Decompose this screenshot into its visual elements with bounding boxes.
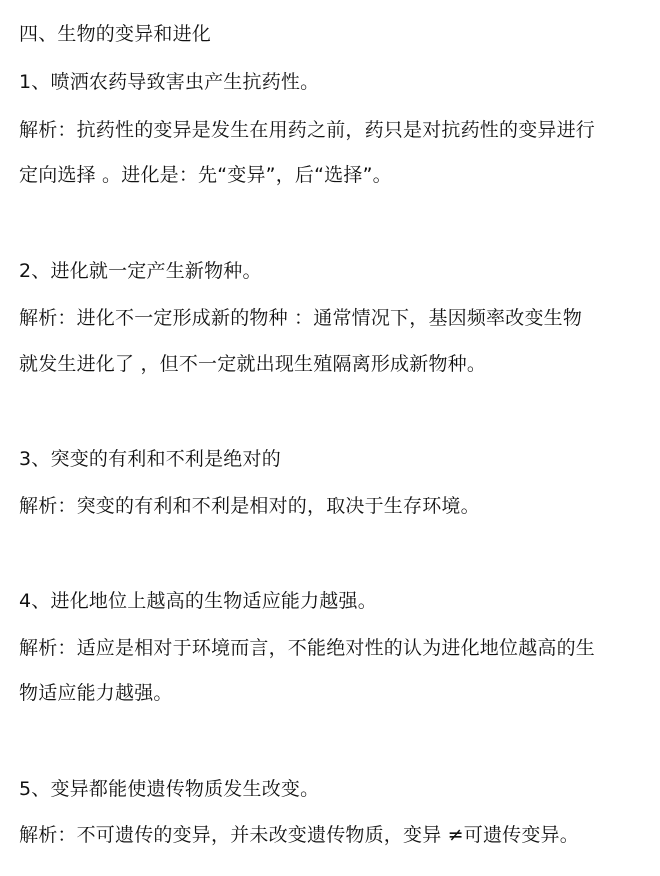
analysis-1-line-2: 定向选择 。进化是：先“变异”，后“选择”。 <box>19 164 392 186</box>
analysis-4-line-1: 解析：适应是相对于环境而言，不能绝对性的认为进化地位越高的生 <box>19 637 596 659</box>
analysis-5-line-1: 解析：不可遗传的变异，并未改变遗传物质，变异 ≠可遗传变异。 <box>19 824 579 846</box>
question-5: 5、变异都能使遗传物质发生改变。 <box>19 778 320 800</box>
section-title: 四、生物的变异和进化 <box>19 23 212 45</box>
analysis-2-line-1: 解析：进化不一定形成新的物种 ：通常情况下，基因频率改变生物 <box>19 307 583 329</box>
question-2: 2、进化就一定产生新物种。 <box>19 260 262 282</box>
question-3: 3、突变的有利和不利是绝对的 <box>19 448 281 470</box>
analysis-4-line-2: 物适应能力越强。 <box>19 682 173 704</box>
question-4: 4、进化地位上越高的生物适应能力越强。 <box>19 590 377 612</box>
analysis-1-line-1: 解析：抗药性的变异是发生在用药之前，药只是对抗药性的变异进行 <box>19 119 596 141</box>
analysis-2-line-2: 就发生进化了 ，但不一定就出现生殖隔离形成新物种。 <box>19 353 487 375</box>
question-1: 1、喷洒农药导致害虫产生抗药性。 <box>19 71 320 93</box>
analysis-3-line-1: 解析：突变的有利和不利是相对的，取决于生存环境。 <box>19 495 480 517</box>
